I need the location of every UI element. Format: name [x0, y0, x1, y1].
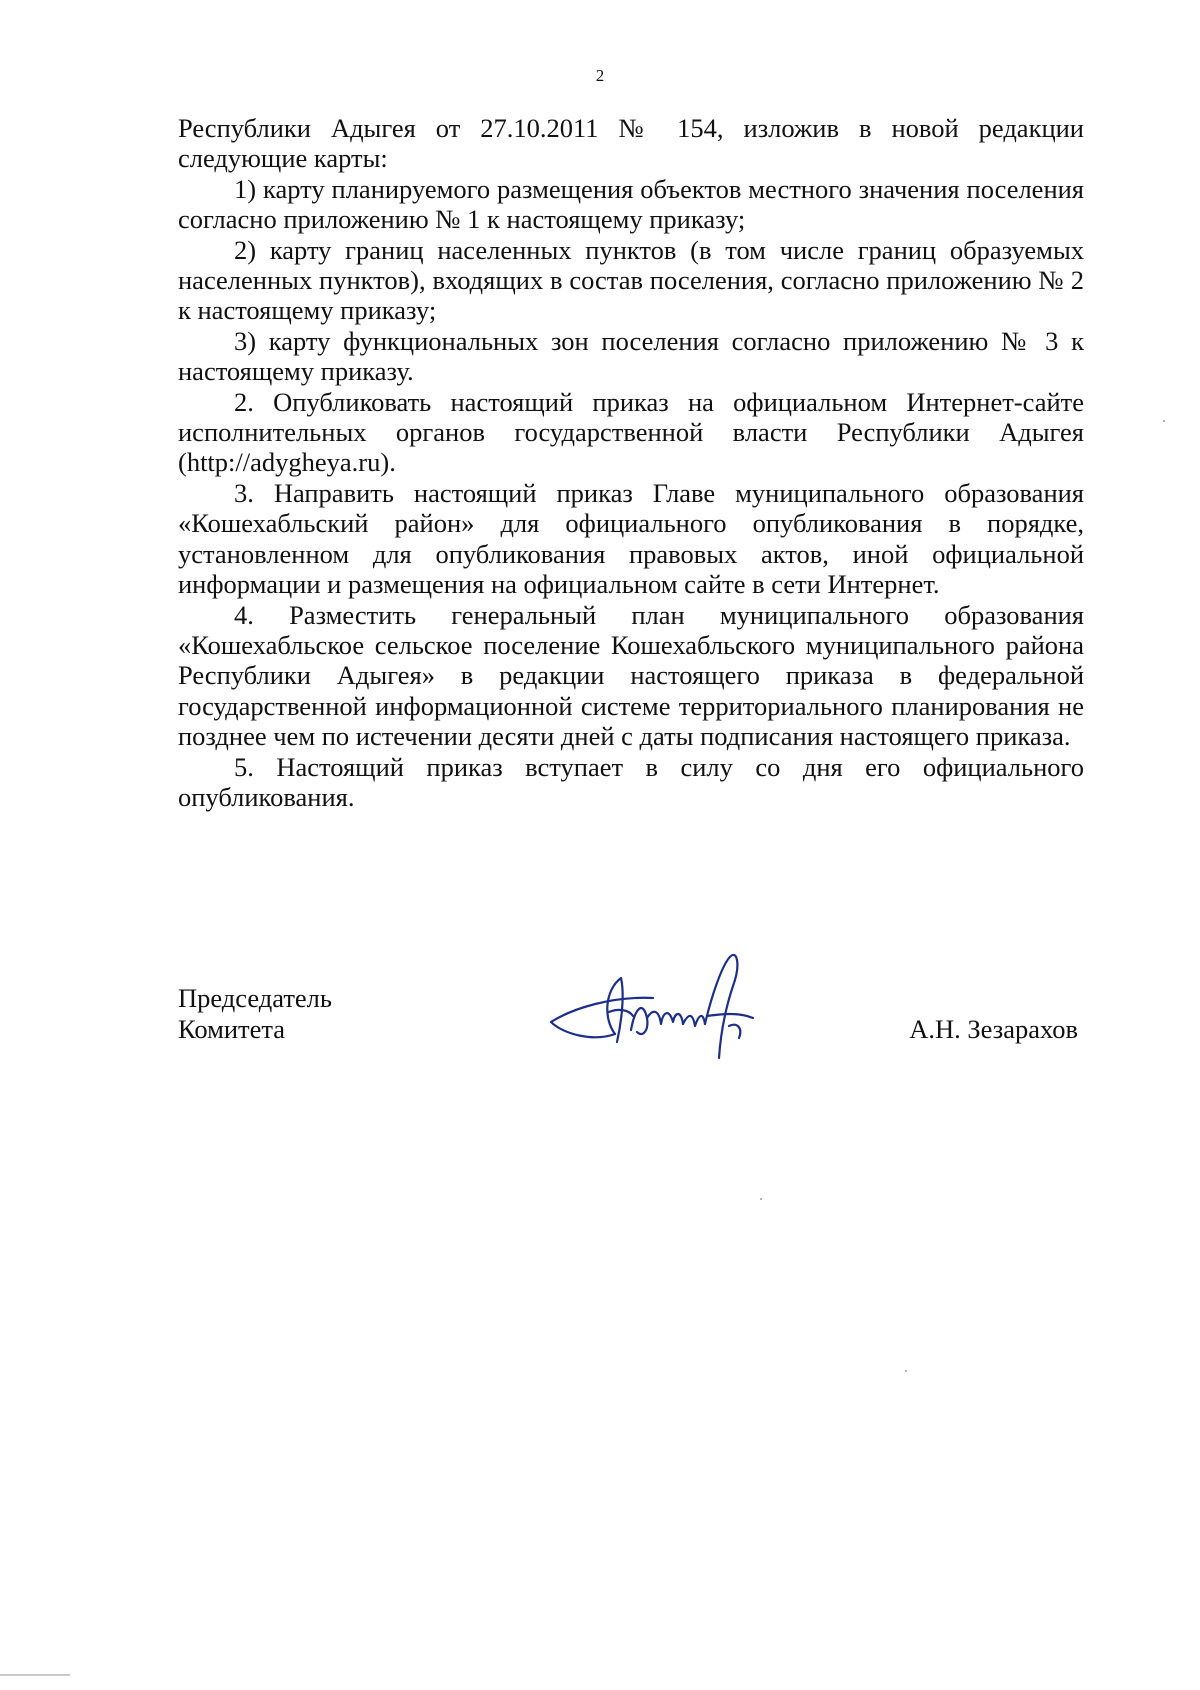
scan-speck [905, 1370, 907, 1372]
signatory-position [178, 983, 332, 1045]
signatory-position-line2: Комитета [178, 1014, 286, 1044]
paragraph-continuation: Республики Адыгея от 27.10.2011 № 154, изложив в новой редакции следующие карты: [178, 113, 1084, 174]
page-number: 2 [595, 66, 605, 85]
signature-strokes [551, 955, 753, 1058]
handwritten-signature [543, 938, 773, 1078]
paragraph-map-2: 2) карту границ населенных пунктов (в том числе границ образуемых населенных пунктов), входящих в состав поселения, согласно приложению № 2 к настоящему приказу; [178, 234, 1084, 326]
scan-speck [760, 1198, 762, 1200]
paragraph-item-5: 5. Настоящий приказ вступает в силу со дня его официального опубликования. [178, 751, 1084, 812]
scan-edge-mark [0, 1674, 70, 1676]
paragraph-item-3: 3. Направить настоящий приказ Главе муниципального образования «Кошехабльский район» для официального опубликования в порядке, установленном для опубликования правовых актов, иной официальной информации и размещения на официальном сайте в сети Интернет. [178, 477, 1084, 600]
scan-speck [1163, 420, 1165, 422]
paragraph-map-1: 1) карту планируемого размещения объектов местного значения поселения согласно приложению № 1 к настоящему приказу; [178, 173, 1084, 235]
paragraph-map-3: 3) карту функциональных зон поселения согласно приложению № 3 к настоящему приказу. [178, 325, 1084, 387]
paragraph-item-2: 2. Опубликовать настоящий приказ на официальном Интернет-сайте исполнительных органов государственной власти Республики Адыгея (http://adygheya.ru). [178, 386, 1084, 478]
signature-block [178, 983, 1084, 1113]
signatory-position-line1: Председатель [178, 983, 332, 1013]
document-body [178, 113, 1084, 812]
signatory-name: А.Н. Зезарахов [909, 1014, 1078, 1044]
paragraph-item-4: 4. Разместить генеральный план муниципального образования «Кошехабльское сельское поселение Кошехабльского муниципального района Республики Адыгея» в редакции настоящего приказа в федеральной государственной информационной системе территориального планирования не позднее чем по истечении десяти дней с даты подписания настоящего приказа. [178, 599, 1084, 752]
